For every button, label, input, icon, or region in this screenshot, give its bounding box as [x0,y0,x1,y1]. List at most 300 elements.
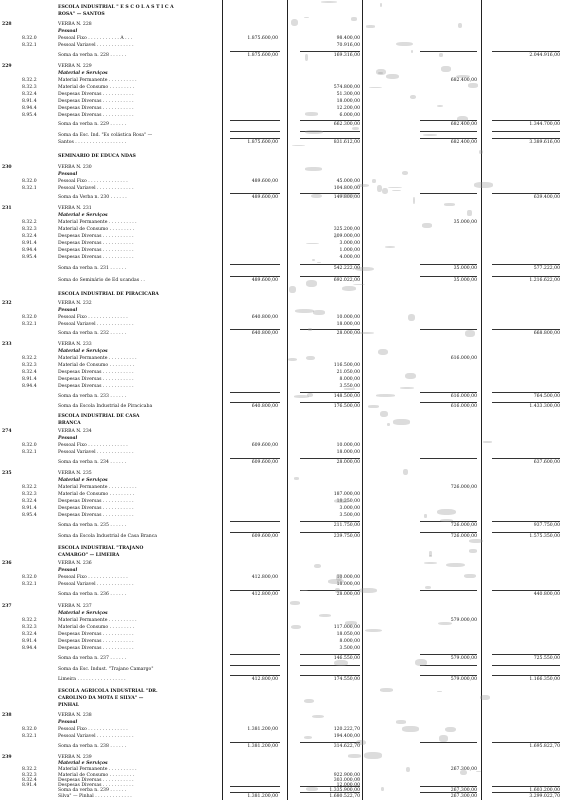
amount-col-2: 10.000,00 [336,315,360,320]
line-label: SEMINARIO DE EDUCA NDAS [58,154,136,159]
ledger-row [0,171,567,178]
line-label: Soma da verba n. 231 . . . . . . [58,266,127,271]
total-rule [492,792,560,793]
total-rule [420,654,477,655]
line-label: Soma da Esc. Ind. "Es colástica Rosa" — [58,133,153,138]
scan-noise [460,770,467,776]
account-code: 8.32.1 [22,582,37,587]
line-label: Pessoal Fixo . . . . . . . . . . . . . . [58,443,128,448]
amount-col-1: 412.800,00 [251,677,278,682]
total-rule [420,131,477,132]
scan-noise [314,564,321,569]
scan-noise [467,210,471,216]
account-code: 8.32.2 [22,356,37,361]
line-label: ESCOLA INDUSTRIAL DE PIRACICABA [58,292,159,297]
scan-noise [393,419,410,424]
scan-noise [403,469,408,475]
total-rule [420,51,477,52]
scan-noise [410,95,416,99]
account-code: 8.91.4 [22,241,37,246]
account-code: 8.32.2 [22,485,37,490]
ledger-row [0,121,567,128]
amount-col-1: 1.381.200,00 [247,794,278,799]
amount-col-2: 303.000,00 [333,778,360,783]
scan-noise [288,358,297,361]
ledger-row [0,205,567,212]
ledger-row [0,560,567,567]
scan-noise [305,130,323,134]
account-code: 8.94.4 [22,106,37,111]
line-label: Limeira . . . . . . . . . . . . . . . . . [58,677,126,682]
total-rule [492,590,560,591]
scan-noise [351,17,357,21]
amount-col-2: 8.000,00 [339,377,360,382]
line-label: Pessoal [58,436,78,441]
line-label: Pessoal [58,720,78,725]
amount-col-2: 116.500,00 [333,363,360,368]
amount-col-2: 239.750,00 [333,534,360,539]
total-rule [492,131,560,132]
total-rule [230,51,280,52]
scan-noise [413,197,415,204]
total-rule [230,590,280,591]
total-rule [492,786,560,787]
amount-col-2: 922.900,00 [333,773,360,778]
amount-col-2: 28.000,00 [336,331,360,336]
amount-col-1: 489.600,00 [251,278,278,283]
account-code: 8.32.4 [22,92,37,97]
amount-col-2: 211.750,00 [333,523,360,528]
line-label: Despesas Diversas . . . . . . . . . . . [58,370,134,375]
ledger-row [0,314,567,321]
line-label: Soma da verba n. 235 . . . . . . [58,523,127,528]
scan-noise [422,223,432,227]
amount-col-4: 726.000,00 [450,485,477,490]
amount-col-2: 51.300,00 [336,92,360,97]
line-label: Pessoal [58,568,78,573]
line-label: Despesas Diversas . . . . . . . . . . . [58,499,134,504]
ledger-row [0,676,567,683]
line-label: Material e Serviços [58,349,108,354]
ledger-row [0,567,567,574]
amount-col-2: 18.250,00 [336,499,360,504]
ledger-row [0,793,567,800]
ledger-row [0,726,567,733]
line-label: Pessoal Variavel . . . . . . . . . . . . . [58,582,134,587]
account-code: 8.32.0 [22,443,37,448]
verba-number: 238 [2,713,12,718]
amount-col-2: 831.612,00 [333,140,360,145]
line-label: Despesas Diversas . . . . . . . . . . . [58,241,134,246]
ledger-row [0,505,567,512]
account-code: 8.95.4 [22,113,37,118]
scan-noise [408,314,415,320]
amount-col-2: 146.550,00 [333,656,360,661]
ledger-row [0,321,567,328]
line-label: Pessoal [58,29,78,34]
line-label: Soma da verba n. 232 . . . . . . [58,331,127,336]
line-label: VERBA N. 234 [58,429,92,434]
amount-col-5: 637.600,00 [533,460,560,465]
amount-col-2: 314.622,70 [333,744,360,749]
amount-col-2: 174.550,00 [333,677,360,682]
ledger-row [0,470,567,477]
account-code: 8.94.4 [22,384,37,389]
ledger-row [0,712,567,719]
ledger-row [0,610,567,617]
ledger-row [0,362,567,369]
total-rule [230,532,280,533]
ledger-row [0,164,567,171]
scan-noise [380,411,388,417]
line-label: VERBA N. 232 [58,301,92,306]
line-label: Material de Consumo . . . . . . . . . [58,85,135,90]
line-label: Material de Consumo . . . . . . . . . [58,492,135,497]
amount-col-5: 2.044.916,00 [529,53,560,58]
scan-noise [306,787,319,791]
scan-noise [300,590,308,591]
amount-col-4: 616.000,00 [450,394,477,399]
scan-noise [464,574,475,578]
amount-col-2: 45.000,00 [336,179,360,184]
ledger-row [0,21,567,28]
amount-col-5: 764.500,00 [533,394,560,399]
amount-col-2: 148.500,00 [333,394,360,399]
line-label: Material Permanente . . . . . . . . . . [58,767,137,772]
line-label: VERBA N. 229 [58,64,92,69]
account-code: 8.32.3 [22,85,37,90]
amount-col-5: 1.166.350,00 [529,677,560,682]
ledger-row [0,512,567,519]
ledger-row [0,428,567,435]
account-code: 8.32.1 [22,734,37,739]
ledger-row [0,631,567,638]
amount-col-2: 209.000,00 [333,234,360,239]
amount-col-5: 937.750,00 [533,523,560,528]
total-rule [300,138,360,139]
ledger-row [0,655,567,662]
ledger-row [0,105,567,112]
line-label: Despesas Diversas . . . . . . . . . . . [58,99,134,104]
line-label: Soma da verba n. 238 . . . . . . [58,744,127,749]
verba-number: 274 [2,429,12,434]
amount-col-2: 1.680.522,70 [329,794,360,799]
scan-noise [376,69,386,75]
ledger-row [0,52,567,59]
verba-number: 233 [2,342,12,347]
amount-col-5: 1.603.200,00 [529,788,560,793]
scan-noise [372,179,376,183]
amount-col-4: 579.000,00 [450,656,477,661]
ledger-row [0,132,567,139]
scan-noise [424,562,437,564]
amount-col-4: 726.000,00 [450,534,477,539]
line-label: Material Permanente . . . . . . . . . . [58,220,137,225]
scan-noise [312,715,324,719]
total-rule [420,392,477,393]
amount-col-1: 640.800,00 [251,331,278,336]
scan-noise [439,53,443,57]
ledger-row [0,719,567,726]
amount-col-2: 28.000,00 [336,592,360,597]
total-rule [492,654,560,655]
ledger-row [0,265,567,272]
ledger-row [0,28,567,35]
line-label: Material de Consumo . . . . . . . . . [58,625,135,630]
line-label: Material e Serviços [58,761,108,766]
amount-col-2: 187.000,00 [333,492,360,497]
amount-col-2: 3.500,00 [339,646,360,651]
amount-col-4: 616.000,00 [450,356,477,361]
total-rule [300,742,360,743]
account-code: 8.91.4 [22,639,37,644]
line-label: Pessoal Variavel . . . . . . . . . . . . . [58,322,134,327]
ledger-row [0,42,567,49]
verba-number: 232 [2,301,12,306]
account-code: 8.32.2 [22,78,37,83]
line-label: Despesas Diversas . . . . . . . . . . . [58,384,134,389]
amount-col-4: 579.000,00 [450,677,477,682]
line-label: Material e Serviços [58,478,108,483]
scan-noise [366,25,375,27]
scan-noise [386,74,399,79]
scan-noise [335,588,340,593]
line-label: Despesas Diversas . . . . . . . . . . . [58,92,134,97]
total-rule [420,458,477,459]
line-label: Despesas Diversas . . . . . . . . . . . [58,506,134,511]
line-label: Despesas Diversas . . . . . . . . . . . [58,234,134,239]
line-label: Soma da Esc. Indust. "Trajano Camargo" [58,667,154,672]
scan-noise [424,514,427,517]
line-label: VERBA N. 239 [58,755,92,760]
amount-col-1: 609.600,00 [251,460,278,465]
total-rule [420,590,477,591]
scan-noise [290,601,301,604]
ledger-row [0,413,567,420]
ledger-row [0,98,567,105]
scan-noise [380,3,382,7]
ledger-row [0,226,567,233]
amount-col-2: 3.500,00 [339,513,360,518]
total-rule [420,264,477,265]
amount-col-1: 412.800,00 [251,592,278,597]
account-code: 8.32.0 [22,315,37,320]
amount-col-1: 489.600,00 [251,179,278,184]
total-rule [300,521,360,522]
account-code: 8.91.4 [22,783,37,788]
total-rule [230,138,280,139]
total-rule [230,264,280,265]
line-label: Material de Consumo . . . . . . . . . [58,773,135,778]
amount-col-2: 662.300,00 [333,122,360,127]
line-label: Soma da verba n. 237 . . . . . . [58,656,127,661]
total-rule [420,276,477,277]
line-label: Despesas Diversas . . . . . . . . . . . [58,513,134,518]
line-label: Pessoal Fixo . . . . . . . . . . . . . . [58,179,128,184]
scan-noise [396,720,406,723]
ledger-row [0,603,567,610]
line-label: Soma da verba n. 234 . . . . . . [58,460,127,465]
amount-col-2: 6.000,00 [339,113,360,118]
amount-col-2: 3.000,00 [339,241,360,246]
total-rule [420,742,477,743]
total-rule [230,792,280,793]
account-code: 8.32.0 [22,36,37,41]
amount-col-5: 1.575.350,00 [529,534,560,539]
line-label: Pessoal Variavel . . . . . . . . . . . . . [58,43,134,48]
amount-col-2: 1.335.900,00 [329,788,360,793]
scan-noise [352,127,359,130]
scan-noise [305,54,308,60]
line-label: Despesas Diversas . . . . . . . . . . . [58,783,134,788]
scan-noise [305,167,321,170]
scan-noise [307,393,314,397]
amount-col-4: 267.300,00 [450,788,477,793]
total-rule [230,131,280,132]
scan-noise [429,551,432,555]
total-rule [300,402,360,403]
amount-col-5: 440.800,00 [533,592,560,597]
scan-noise [444,203,454,206]
ledger-row [0,449,567,456]
ledger-row [0,477,567,484]
ledger-row [0,63,567,70]
total-rule [230,742,280,743]
total-rule [492,742,560,743]
ledger-row [0,355,567,362]
line-label: VERBA N. 235 [58,471,92,476]
line-label: CAROLINO DA MOTA E SILVA" — [58,696,144,701]
scan-noise [321,1,337,3]
ledger-row [0,212,567,219]
total-rule [492,392,560,393]
ledger-row [0,459,567,466]
scan-noise [425,586,431,589]
scan-noise [365,629,383,632]
scan-noise [380,688,393,692]
scan-noise [357,332,374,334]
amount-col-2: 18.000,00 [336,322,360,327]
account-code: 8.32.3 [22,773,37,778]
ledger-row [0,84,567,91]
line-label: Pessoal Variavel . . . . . . . . . . . . . [58,450,134,455]
amount-col-2: 194.400,00 [333,734,360,739]
amount-col-2: 574.800,00 [333,85,360,90]
line-label: Despesas Diversas . . . . . . . . . . . [58,778,134,783]
account-code: 8.32.3 [22,363,37,368]
ledger-row [0,233,567,240]
total-rule [230,193,280,194]
line-label: Despesas Diversas . . . . . . . . . . . [58,255,134,260]
account-code: 8.32.2 [22,767,37,772]
ledger-row [0,420,567,427]
total-rule [492,276,560,277]
total-rule [300,51,360,52]
scan-noise [356,740,366,745]
line-label: Material Permanente . . . . . . . . . . [58,78,137,83]
amount-col-2: 10.000,00 [336,575,360,580]
amount-col-2: 21.050,00 [336,370,360,375]
scan-noise [382,188,388,194]
ledger-row [0,4,567,11]
line-label: VERBA N. 231 [58,206,92,211]
verba-number: 237 [2,604,12,609]
scan-noise [446,563,465,568]
ledger-row [0,624,567,631]
scan-noise [306,356,314,361]
scan-noise [312,259,314,261]
scan-noise [305,112,318,115]
ledger-row [0,35,567,42]
total-rule [300,276,360,277]
ledger-row [0,348,567,355]
amount-col-2: 4.000,00 [339,255,360,260]
total-rule [420,120,477,121]
amount-col-1: 609.600,00 [251,443,278,448]
amount-col-4: 35.000,00 [453,278,477,283]
total-rule [230,654,280,655]
scan-noise [439,735,448,742]
total-rule [300,264,360,265]
ledger-row [0,743,567,750]
ledger-row [0,240,567,247]
ledger-row [0,70,567,77]
line-label: Soma da Verba n. 230 . . . . . . [58,195,127,200]
total-rule [230,402,280,403]
ledger-row [0,581,567,588]
account-code: 8.32.2 [22,618,37,623]
line-label: Soma da verba n. 239 . . . . . . [58,788,127,793]
line-label: Soma da verba n. 236 . . . . . . [58,592,127,597]
line-label: Despesas Diversas . . . . . . . . . . . [58,113,134,118]
account-code: 8.32.0 [22,575,37,580]
line-label: Despesas Diversas . . . . . . . . . . . [58,632,134,637]
line-label: Despesas Diversas . . . . . . . . . . . [58,646,134,651]
scan-noise [441,66,451,71]
amount-col-2: 1.000,00 [339,248,360,253]
amount-col-2: 542.222,00 [333,266,360,271]
total-rule [492,402,560,403]
ledger-row [0,645,567,652]
amount-col-5: 1.695.822,70 [529,744,560,749]
ledger-row [0,617,567,624]
ledger-row [0,393,567,400]
scan-noise [306,280,318,287]
ledger-row [0,403,567,410]
account-code: 8.32.0 [22,727,37,732]
total-rule [300,654,360,655]
amount-col-5: 639.400,00 [533,195,560,200]
line-label: Despesas Diversas . . . . . . . . . . . [58,377,134,382]
amount-col-2: 692.022,00 [333,278,360,283]
ledger-row [0,545,567,552]
total-rule [230,120,280,121]
ledger-row [0,139,567,146]
account-code: 8.94.4 [22,248,37,253]
line-label: Material de Consumo . . . . . . . . . [58,363,135,368]
ledger-row [0,574,567,581]
amount-col-1: 640.800,00 [251,404,278,409]
amount-col-1: 1.875.600,00 [247,36,278,41]
amount-col-4: 35.000,00 [453,220,477,225]
verba-number: 239 [2,755,12,760]
line-label: ESCOLA INDUSTRIAL "TRAJANO [58,546,144,551]
ledger-row [0,522,567,529]
account-code: 8.32.4 [22,632,37,637]
scan-noise [344,388,355,389]
ledger-row [0,247,567,254]
scan-noise [345,621,358,624]
